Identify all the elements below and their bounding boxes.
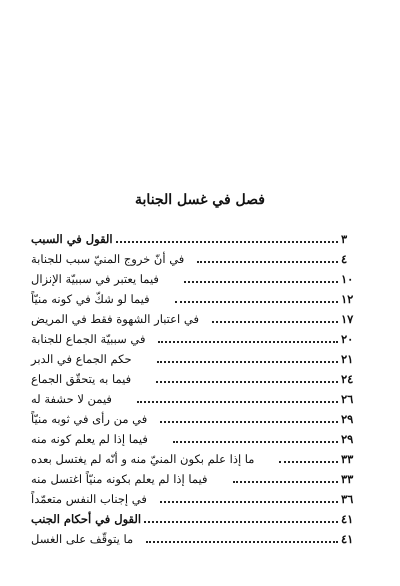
dot-leader [197, 261, 338, 263]
toc-entry-label: فيما إذا لم يعلم كونه منه [31, 432, 148, 446]
toc-entry-label: في سببيّة الجماع للجنابة [31, 332, 146, 346]
toc-page-number: ١٢ [341, 292, 354, 306]
toc-page-number: ٣٦ [341, 492, 354, 506]
table-of-contents [31, 226, 365, 546]
dot-leader [212, 321, 338, 323]
dot-leader [279, 461, 338, 463]
toc-entry [31, 466, 365, 486]
toc-page-number: ٤ [341, 252, 348, 266]
toc-page-number: ٢٦ [341, 392, 354, 406]
toc-entry-label: فيما لو شكّ في كونه منيّاً [31, 292, 150, 306]
toc-page-number: ٣ [341, 232, 348, 246]
toc-page-number: ٢٩ [341, 432, 354, 446]
toc-entry [31, 506, 365, 526]
toc-entry [31, 226, 365, 246]
toc-entry-label: ما يتوقّف على الغسل [31, 532, 134, 546]
toc-entry-label: فيما به يتحقّق الجماع [31, 372, 132, 386]
toc-entry-label: فيما إذا لم يعلم بكونه منيّاً اغتسل منه [31, 472, 208, 486]
dot-leader [116, 241, 338, 243]
toc-page-number: ٢٠ [341, 332, 354, 346]
toc-entry [31, 246, 365, 266]
dot-leader [137, 401, 338, 403]
toc-entry [31, 446, 365, 466]
toc-page-number: ٢٩ [341, 412, 354, 426]
toc-entry-label: في من رأى في ثوبه منيّاً [31, 412, 148, 426]
toc-entry-label: حكم الجماع في الدبر [31, 352, 132, 366]
toc-page-number: ١٠ [341, 272, 354, 286]
dot-leader [146, 541, 338, 543]
dot-leader [184, 281, 338, 283]
toc-entry [31, 486, 365, 506]
toc-entry-label: في اعتبار الشهوة فقط في المريض [31, 312, 199, 326]
toc-entry [31, 326, 365, 346]
dot-leader [144, 521, 338, 523]
toc-entry-label: فيما يعتبر في سببيّة الإنزال [31, 272, 159, 286]
toc-entry-label: في أنّ خروج المنيّ سبب للجنابة [31, 252, 185, 266]
toc-entry-label: في إجناب النفس متعمّداً [31, 492, 147, 506]
toc-entry [31, 386, 365, 406]
toc-entry [31, 526, 365, 546]
section-title: فصل في غسل الجنابة [135, 192, 265, 208]
dot-leader [173, 441, 338, 443]
toc-entry [31, 286, 365, 306]
toc-entry [31, 306, 365, 326]
dot-leader [158, 341, 338, 343]
toc-page-number: ٤١ [341, 532, 354, 546]
dot-leader [233, 481, 339, 483]
dot-leader [156, 381, 338, 383]
toc-entry [31, 426, 365, 446]
toc-entry-label: فيمن لا حشفة له [31, 392, 112, 406]
toc-entry-label: ما إذا علم بكون المنيّ منه و أنّه لم يغتسل بعده [31, 452, 255, 466]
toc-entry [31, 406, 365, 426]
toc-page-number: ٣٣ [341, 472, 354, 486]
dot-leader [175, 301, 338, 303]
toc-entry-label: القول في السبب [31, 232, 113, 246]
toc-page-number: ٢١ [341, 352, 354, 366]
toc-entry [31, 266, 365, 286]
toc-entry [31, 366, 365, 386]
dot-leader [160, 501, 338, 503]
toc-page-number: ٤١ [341, 512, 354, 526]
toc-entry [31, 346, 365, 366]
toc-entry-label: القول في أحكام الجنب [31, 512, 142, 526]
dot-leader [160, 421, 338, 423]
toc-page-number: ٣٣ [341, 452, 354, 466]
toc-page-number: ١٧ [341, 312, 354, 326]
dot-leader [157, 361, 338, 363]
toc-page-number: ٢٤ [341, 372, 354, 386]
